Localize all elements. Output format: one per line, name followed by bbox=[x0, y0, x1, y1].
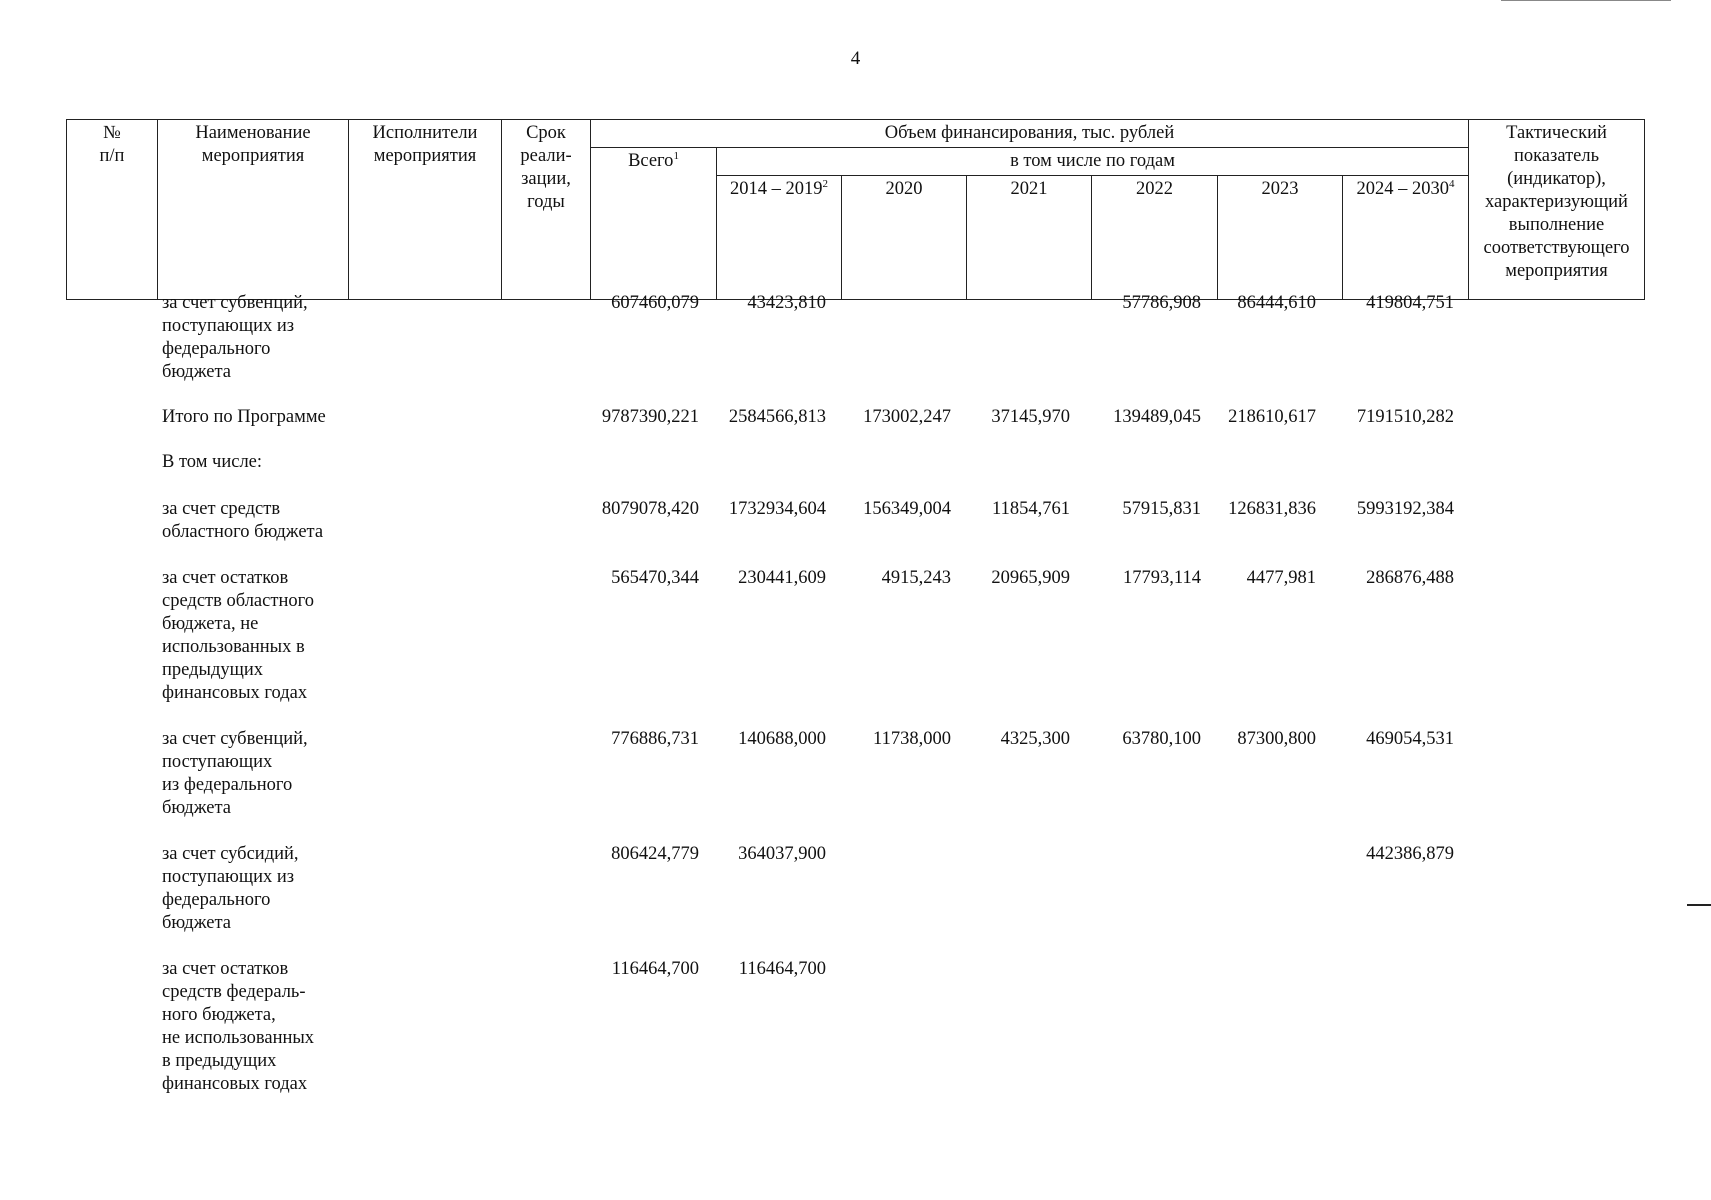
value-2014-2019: 230441,609 bbox=[738, 568, 826, 588]
page-number: 4 bbox=[850, 48, 861, 69]
header-financing-volume: Объем финансирования, тыс. рублей bbox=[591, 120, 1469, 148]
scan-artifact-dash bbox=[1687, 904, 1711, 906]
value-total: 8079078,420 bbox=[601, 499, 699, 519]
value-total: 116464,700 bbox=[611, 959, 699, 979]
header-year-2023: 2023 bbox=[1218, 176, 1343, 300]
value-total: 776886,731 bbox=[611, 729, 699, 749]
value-2022: 57786,908 bbox=[1122, 293, 1201, 313]
value-2024-2030: 5993192,384 bbox=[1356, 499, 1454, 519]
value-2020: 4915,243 bbox=[881, 568, 951, 588]
value-2022: 139489,045 bbox=[1113, 407, 1201, 427]
header-activity-name: Наименование мероприятия bbox=[158, 120, 349, 300]
value-total: 607460,079 bbox=[611, 293, 699, 313]
header-executors: Исполнители мероприятия bbox=[349, 120, 502, 300]
value-2022: 17793,114 bbox=[1123, 568, 1201, 588]
value-2024-2030: 442386,879 bbox=[1366, 844, 1454, 864]
row-label: за счет субсидий, поступающих из федерального бюджета bbox=[162, 844, 299, 933]
row-label: В том числе: bbox=[162, 452, 263, 472]
value-2022: 57915,831 bbox=[1122, 499, 1201, 519]
value-total: 9787390,221 bbox=[601, 407, 699, 427]
value-2024-2030: 419804,751 bbox=[1366, 293, 1454, 313]
value-2014-2019: 43423,810 bbox=[747, 293, 826, 313]
row-label: за счет остатков средств областного бюджета, не использованных в предыдущих финансовых годах bbox=[162, 568, 314, 703]
header-number: № п/п bbox=[67, 120, 158, 300]
value-2014-2019: 116464,700 bbox=[738, 959, 826, 979]
value-2014-2019: 140688,000 bbox=[738, 729, 826, 749]
value-total: 806424,779 bbox=[611, 844, 699, 864]
value-2022: 63780,100 bbox=[1122, 729, 1201, 749]
header-year-2021: 2021 bbox=[967, 176, 1092, 300]
value-2023: 218610,617 bbox=[1228, 407, 1316, 427]
row-label: за счет субвенций, поступающих из федерального бюджета bbox=[162, 293, 308, 382]
value-2024-2030: 469054,531 bbox=[1366, 729, 1454, 749]
header-year-2020: 2020 bbox=[842, 176, 967, 300]
value-2021: 37145,970 bbox=[991, 407, 1070, 427]
value-2021: 11854,761 bbox=[992, 499, 1070, 519]
header-year-2022: 2022 bbox=[1092, 176, 1218, 300]
value-2023: 86444,610 bbox=[1237, 293, 1316, 313]
value-2023: 126831,836 bbox=[1228, 499, 1316, 519]
scan-artifact-line bbox=[1501, 0, 1671, 1]
header-year-2024-2030: 2024 – 2030$^4$ bbox=[1343, 176, 1469, 300]
value-2024-2030: 286876,488 bbox=[1366, 568, 1454, 588]
value-2014-2019: 2584566,813 bbox=[728, 407, 826, 427]
row-label: за счет субвенций, поступающих из федерального бюджета bbox=[162, 729, 308, 818]
row-label: Итого по Программе bbox=[162, 407, 326, 427]
table-header bbox=[66, 119, 1645, 300]
value-2024-2030: 7191510,282 bbox=[1356, 407, 1454, 427]
header-total: Всего$^1$ bbox=[591, 148, 717, 300]
value-2021: 20965,909 bbox=[991, 568, 1070, 588]
value-2020: 156349,004 bbox=[863, 499, 951, 519]
value-2014-2019: 1732934,604 bbox=[728, 499, 826, 519]
header-indicator: Тактический показатель (индикатор), характеризующий выполнение соответствующего мероприятия bbox=[1469, 120, 1645, 300]
header-year-2014-2019: 2014 – 2019$^2$ bbox=[717, 176, 842, 300]
value-2014-2019: 364037,900 bbox=[738, 844, 826, 864]
row-label: за счет остатков средств федераль- ного бюджета, не использованных в предыдущих финансовых годах bbox=[162, 959, 315, 1094]
value-total: 565470,344 bbox=[611, 568, 699, 588]
header-by-years: в том числе по годам bbox=[717, 148, 1469, 176]
value-2021: 4325,300 bbox=[1000, 729, 1070, 749]
value-2020: 11738,000 bbox=[873, 729, 951, 749]
value-2020: 173002,247 bbox=[863, 407, 951, 427]
header-term: Срок реали- зации, годы bbox=[502, 120, 591, 300]
value-2023: 4477,981 bbox=[1246, 568, 1316, 588]
row-label: за счет средств областного бюджета bbox=[162, 499, 324, 542]
value-2023: 87300,800 bbox=[1237, 729, 1316, 749]
